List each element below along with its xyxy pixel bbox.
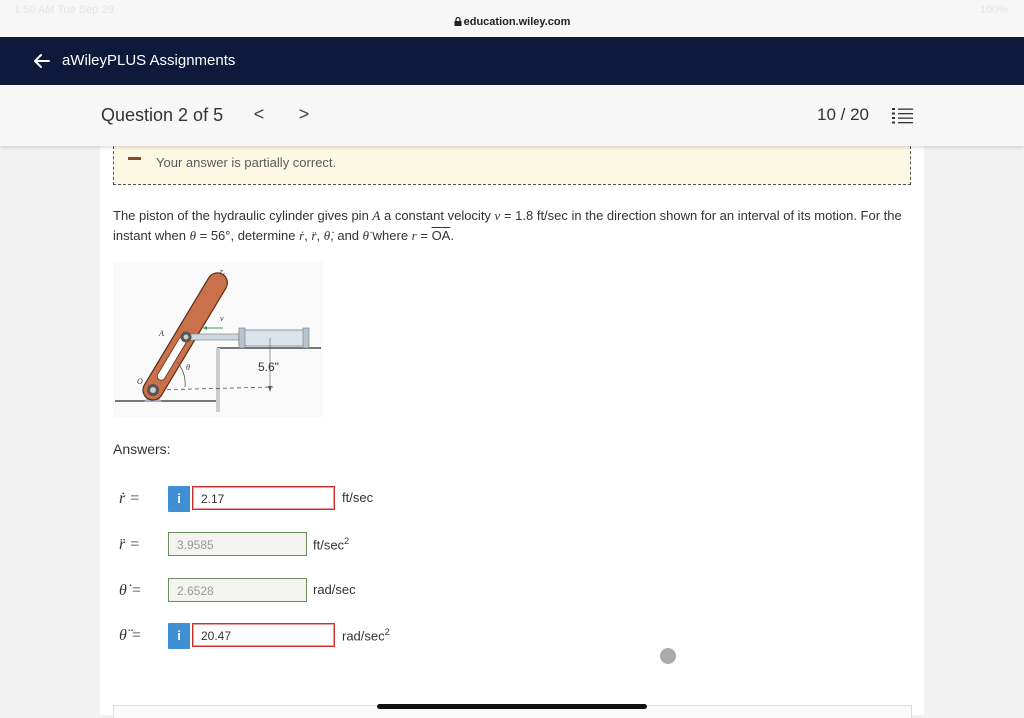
assistive-touch-button[interactable]	[660, 648, 676, 664]
answers-label: Answers:	[113, 441, 171, 457]
answer-row-thetaddot	[113, 623, 613, 649]
next-question-button[interactable]: >	[298, 104, 310, 124]
label-r: r	[220, 267, 224, 276]
label-A: A	[159, 329, 164, 338]
status-bar	[0, 0, 1024, 37]
url-text: education.wiley.com	[463, 16, 571, 28]
question-number: Question 2 of 5	[101, 105, 224, 125]
label-v: v	[220, 314, 224, 323]
answer-symbol: θ̈ =	[119, 627, 142, 644]
thetadot-input[interactable]: 2.6528	[168, 578, 307, 602]
previous-question-button[interactable]: <	[253, 104, 265, 124]
url-bar[interactable]	[0, 16, 1024, 28]
home-indicator[interactable]	[377, 704, 647, 709]
problem-statement: The piston of the hydraulic cylinder gives pin A a constant velocity v = 1.8 ft/sec in the direction shown for an interval of its motion. For the instant when θ = 56°, determine ṙ, r̈, θ̇, and θ̈ where $r = \overline{OA}$.	[113, 208, 902, 243]
label-dimension: 5.6"	[258, 360, 279, 374]
partial-icon	[128, 157, 141, 160]
label-O: O	[137, 377, 143, 386]
hydraulic-cylinder-figure	[113, 262, 323, 417]
back-arrow-icon[interactable]	[31, 50, 53, 72]
question-card	[100, 146, 924, 715]
rddot-input[interactable]: 3.9585	[168, 532, 307, 556]
answer-row-rdot	[113, 486, 613, 512]
label-theta: θ	[186, 363, 190, 372]
answer-unit: rad/sec	[313, 582, 356, 597]
info-icon[interactable]: i	[168, 623, 190, 649]
answer-symbol: ṙ =	[119, 490, 141, 507]
battery-text: 100%	[979, 4, 1008, 16]
rdot-input[interactable]: 2.17	[192, 486, 335, 510]
answer-unit: ft/sec	[342, 490, 374, 505]
feedback-banner	[113, 146, 911, 185]
answer-symbol: r̈ =	[119, 536, 141, 553]
answer-row-rddot	[113, 532, 613, 558]
app-header	[0, 37, 1024, 85]
question-list-icon[interactable]	[892, 106, 914, 126]
question-bar	[0, 85, 1024, 146]
answer-row-thetadot	[113, 578, 613, 604]
score-display: 10 / 20	[817, 105, 869, 124]
feedback-message: Your answer is partially correct.	[156, 155, 337, 170]
status-time: 1:50 AM Tue Sep 29	[14, 4, 114, 16]
thetaddot-input[interactable]: 20.47	[192, 623, 335, 647]
info-icon[interactable]: i	[168, 486, 190, 512]
answer-symbol: θ̇ =	[119, 582, 142, 599]
assignments-title[interactable]: aWileyPLUS Assignments	[62, 52, 236, 69]
lock-icon	[454, 17, 462, 26]
answer-unit: $ft/\sec^2$	[313, 536, 350, 553]
answer-unit: rad/$\sec^2$	[342, 627, 390, 644]
